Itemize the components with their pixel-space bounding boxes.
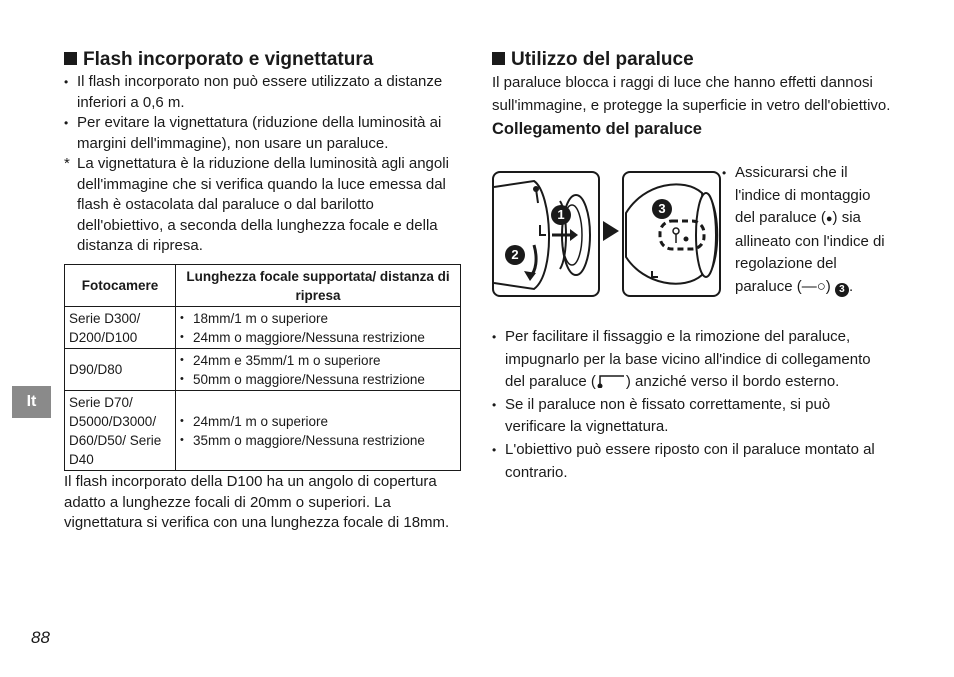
table-cell-focal <box>176 307 461 349</box>
bullet-item: • Se il paraluce non è fissato correttamente, si può verificare la vignettatura. <box>492 394 892 439</box>
alignment-instruction <box>722 162 892 299</box>
bullet-item: • Il flash incorporato non può essere utilizzato a distanze inferiori a 0,6 m. <box>64 72 464 113</box>
hood-attachment-index-icon <box>596 374 626 388</box>
next-step-arrow-icon <box>601 219 621 243</box>
list-item: • 50mm o maggiore/Nessuna restrizione <box>180 370 456 389</box>
hood-tips <box>492 326 892 484</box>
heading-text: Flash incorporato e vignettatura <box>83 49 374 70</box>
list-item: • 24mm e 35mm/1 m o superiore <box>180 351 456 370</box>
lens-hood-illustration-1 <box>494 173 598 295</box>
flash-bullets <box>64 72 464 154</box>
compatibility-table <box>64 264 461 471</box>
square-bullet-icon <box>64 52 77 65</box>
instr-text-a: Assicurarsi che il l'indice di montaggio del paraluce ( <box>735 164 871 227</box>
heading-text: Utilizzo del paraluce <box>511 49 694 70</box>
list-item: • 18mm/1 m o superiore <box>180 309 456 328</box>
step-2-badge: 2 <box>505 245 525 265</box>
tip-text-a: Per facilitare il fissaggio e la rimozione del paraluce, impugnarlo per la base vicino all'indice di collegamento del paraluce ( <box>505 328 871 391</box>
table-header-row <box>65 265 461 307</box>
hood-intro: Il paraluce blocca i raggi di luce che hanno effetti dannosi sull'immagine, e protegge la superficie in vetro dell'obiettivo. <box>492 74 891 114</box>
vignetting-note <box>64 154 464 257</box>
figure-attach-hood <box>492 171 600 297</box>
instr-text-b: ) sia allineato con l'indice di regolazione del paraluce ( <box>735 209 885 295</box>
table-cell-camera: Serie D70/ D5000/D3000/ D60/D50/ Serie D40 <box>65 391 176 471</box>
note-text: La vignettatura è la riduzione della luminosità agli angoli dell'immagine che si verifica quando la luce emessa dal flash è ostacolata dal paraluce o dal barilotto dell'obiettivo, a seconda della lunghezza focale e della distanza di ripresa. <box>77 155 449 254</box>
note-asterisk: * <box>64 155 70 172</box>
section-heading-flash <box>64 49 464 71</box>
step-1-badge: 1 <box>551 205 571 225</box>
instr-text-c: ) <box>825 277 835 295</box>
lens-hood-illustration-2 <box>624 173 719 295</box>
bullet-item <box>492 326 892 394</box>
adjust-index-symbol-icon: —○ <box>801 277 826 295</box>
table-row <box>65 391 461 471</box>
alignment-list <box>722 162 892 299</box>
page-number: 88 <box>31 628 50 647</box>
table-header-cameras: Fotocamere <box>65 265 176 307</box>
table-cell-focal <box>176 349 461 391</box>
list-item: • 24mm o maggiore/Nessuna restrizione <box>180 328 456 347</box>
mount-index-dot-icon: ● <box>825 213 833 226</box>
instr-end: . <box>848 277 854 295</box>
bullet-item <box>722 162 892 299</box>
table-row <box>65 349 461 391</box>
d100-text: Il flash incorporato della D100 ha un angolo di copertura adatto a lunghezze focali di 20mm o superiori. La vignettatura si verifica con una lunghezza focale di 18mm. <box>64 473 450 531</box>
tips-list <box>492 326 892 484</box>
step-3-badge: 3 <box>652 199 672 219</box>
table-cell-camera: D90/D80 <box>65 349 176 391</box>
table-header-focal: Lunghezza focale supportata/ distanza di ripresa <box>176 265 461 307</box>
table-row <box>65 307 461 349</box>
square-bullet-icon <box>492 52 505 65</box>
step-3-inline-badge: 3 <box>835 283 849 297</box>
d100-paragraph <box>64 472 462 534</box>
table-cell-focal <box>176 391 461 471</box>
bullet-item: • Per evitare la vignettatura (riduzione della luminosità ai margini dell'immagine), non usare un paraluce. <box>64 113 464 154</box>
right-column <box>492 49 892 139</box>
subheading-attach: Collegamento del paraluce <box>492 120 702 138</box>
language-tab: It <box>12 386 51 418</box>
list-item: • 24mm/1 m o superiore <box>180 412 456 431</box>
figure-align-hood <box>622 171 721 297</box>
bullet-item: • L'obiettivo può essere riposto con il paraluce montato al contrario. <box>492 439 892 484</box>
tip-text-b: ) anziché verso il bordo esterno. <box>625 373 840 391</box>
table-cell-camera: Serie D300/ D200/D100 <box>65 307 176 349</box>
section-heading-hood <box>492 49 892 71</box>
left-column <box>64 49 464 257</box>
list-item: • 35mm o maggiore/Nessuna restrizione <box>180 431 456 450</box>
